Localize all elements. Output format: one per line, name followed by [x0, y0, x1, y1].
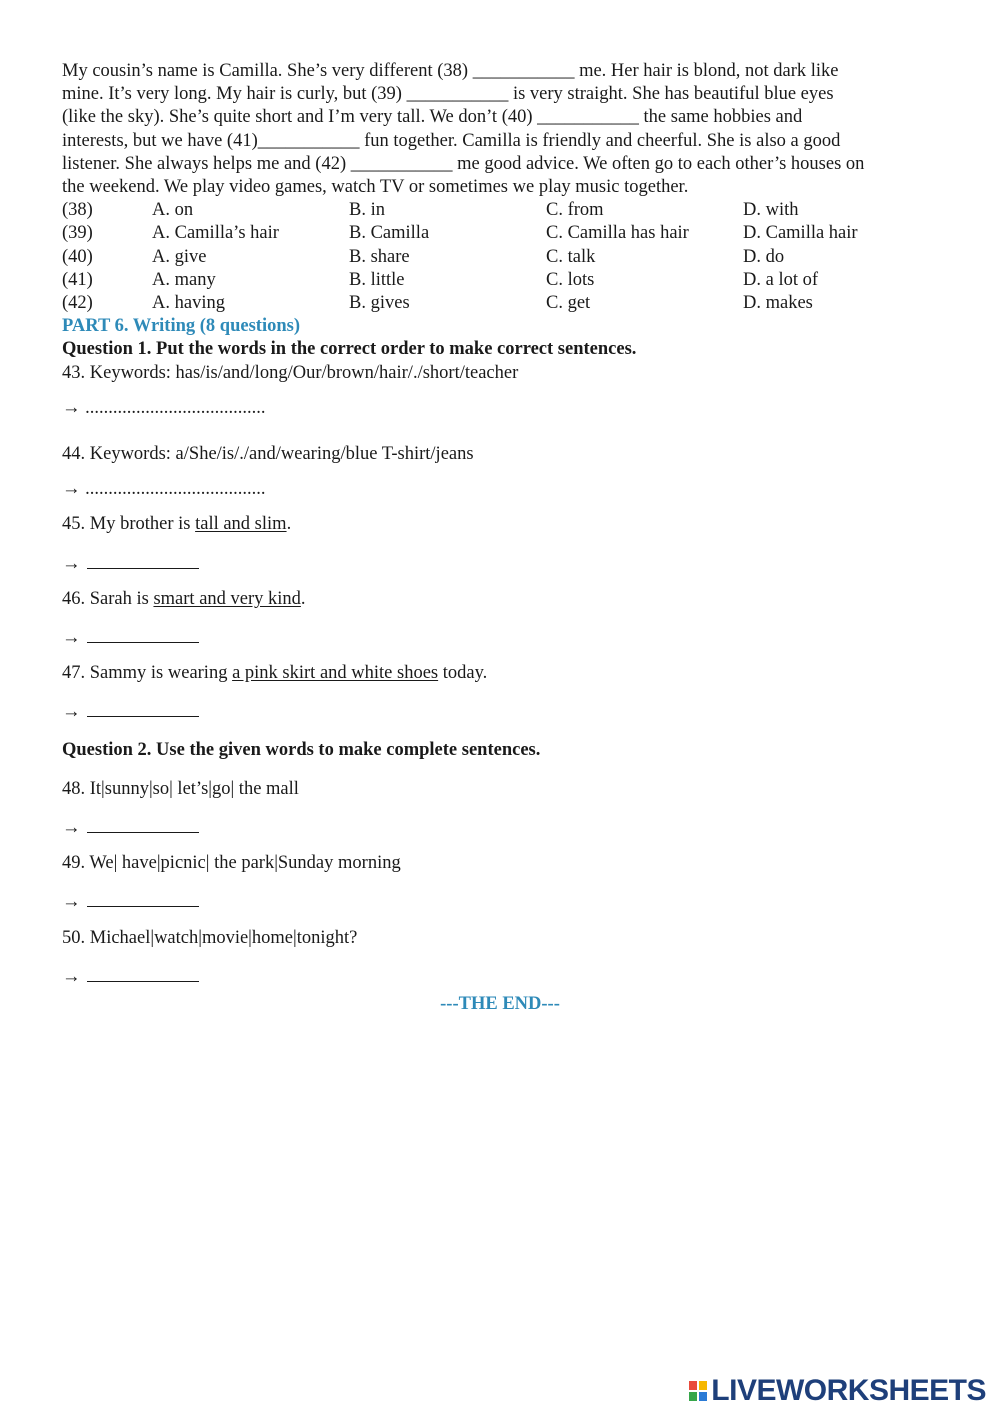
logo-square: [699, 1392, 707, 1401]
question-text: 47. Sammy is wearing: [62, 663, 233, 684]
answer-blank[interactable]: [87, 551, 199, 569]
option-b[interactable]: B. Camilla: [349, 223, 430, 244]
answer-49[interactable]: [62, 889, 942, 914]
option-c[interactable]: C. talk: [546, 246, 596, 267]
options-row: [62, 199, 940, 222]
answer-50[interactable]: [62, 964, 942, 989]
underlined-phrase: a pink skirt and white shoes: [232, 663, 439, 684]
arrow-icon: →: [62, 628, 81, 649]
options-row: [62, 292, 940, 315]
option-d[interactable]: D. with: [743, 200, 799, 221]
options-table: [62, 199, 940, 315]
question-text: .: [300, 588, 306, 609]
option-d[interactable]: D. do: [743, 246, 785, 267]
option-a[interactable]: A. many: [152, 269, 216, 290]
option-number: (42): [62, 293, 93, 314]
passage-line: the weekend. We play video games, watch TV or sometimes we play music together.: [62, 177, 689, 198]
arrow-icon: →: [62, 818, 81, 839]
options-row: [62, 269, 940, 292]
answer-47[interactable]: [62, 699, 942, 724]
reading-passage: [62, 60, 942, 199]
option-c[interactable]: C. from: [546, 200, 604, 221]
worksheet-page: [62, 60, 942, 989]
option-d[interactable]: D. makes: [743, 293, 813, 314]
passage-line: My cousin’s name is Camilla. She’s very different (38) ___________ me. Her hair is blond, not dark like: [62, 61, 839, 81]
option-a[interactable]: A. having: [152, 293, 225, 314]
question-45: [62, 513, 942, 536]
option-b[interactable]: B. gives: [349, 293, 410, 314]
answer-blank[interactable]: [87, 964, 199, 982]
answer-46[interactable]: [62, 625, 942, 650]
question-2-title: Question 2. Use the given words to make complete sentences.: [62, 739, 541, 760]
answer-blank[interactable]: [87, 815, 199, 833]
arrow-icon: →: [62, 553, 81, 574]
liveworksheets-mark-icon: [689, 1381, 707, 1401]
option-c[interactable]: C. Camilla has hair: [546, 223, 689, 244]
answer-43[interactable]: [62, 397, 942, 420]
answer-48[interactable]: [62, 815, 942, 840]
question-49: 49. We| have|picnic| the park|Sunday morning: [62, 853, 401, 874]
options-row: [62, 246, 940, 269]
passage-line: interests, but we have (41)___________ fun together. Camilla is friendly and cheerful. She is also a good: [62, 130, 841, 151]
option-number: (39): [62, 223, 93, 244]
underlined-phrase: tall and slim: [195, 514, 287, 535]
answer-45[interactable]: [62, 551, 942, 576]
logo-square: [699, 1381, 707, 1390]
answer-dots: .......................................: [85, 479, 266, 500]
answer-blank[interactable]: [87, 889, 199, 907]
options-row: [62, 222, 940, 245]
arrow-icon: →: [62, 702, 81, 723]
option-number: (41): [62, 269, 93, 290]
arrow-icon: →: [62, 479, 81, 500]
option-d[interactable]: D. a lot of: [743, 269, 819, 290]
question-43: 43. Keywords: has/is/and/long/Our/brown/hair/./short/teacher: [62, 362, 519, 383]
question-50: 50. Michael|watch|movie|home|tonight?: [62, 927, 358, 948]
option-b[interactable]: B. little: [349, 269, 405, 290]
passage-line: (like the sky). She’s quite short and I’m very tall. We don’t (40) ___________ the same hobbies and: [62, 107, 803, 128]
question-48: 48. It|sunny|so| let’s|go| the mall: [62, 778, 299, 799]
the-end-label: ---THE END---: [440, 994, 560, 1014]
option-d[interactable]: D. Camilla hair: [743, 223, 858, 244]
question-text: 46. Sarah is: [62, 588, 154, 609]
question-46: [62, 588, 942, 611]
question-text: today.: [438, 663, 488, 684]
answer-blank[interactable]: [87, 625, 199, 643]
passage-line: mine. It’s very long. My hair is curly, but (39) ___________ is very straight. She has beautiful blue eyes: [62, 84, 834, 105]
answer-blank[interactable]: [87, 699, 199, 717]
question-1-title: Question 1. Put the words in the correct order to make correct sentences.: [62, 339, 637, 360]
arrow-icon: →: [62, 966, 81, 987]
option-a[interactable]: A. give: [152, 246, 207, 267]
logo-square: [689, 1392, 697, 1401]
arrow-icon: →: [62, 397, 81, 418]
arrow-icon: →: [62, 892, 81, 913]
question-text: .: [286, 514, 292, 535]
answer-dots: .......................................: [85, 397, 266, 418]
option-b[interactable]: B. share: [349, 246, 410, 267]
option-a[interactable]: A. Camilla’s hair: [152, 223, 279, 244]
option-c[interactable]: C. lots: [546, 269, 595, 290]
logo-square: [689, 1381, 697, 1390]
logo-text: LIVEWORKSHEETS: [711, 1374, 986, 1407]
question-44: 44. Keywords: a/She/is/./and/wearing/blue T-shirt/jeans: [62, 444, 474, 465]
option-c[interactable]: C. get: [546, 293, 591, 314]
question-text: 45. My brother is: [62, 514, 196, 535]
option-number: (40): [62, 246, 93, 267]
passage-line: listener. She always helps me and (42) ___________ me good advice. We often go to each other’s houses on: [62, 153, 865, 174]
option-b[interactable]: B. in: [349, 200, 385, 221]
liveworksheets-logo[interactable]: [689, 1374, 986, 1408]
option-number: (38): [62, 200, 93, 221]
option-a[interactable]: A. on: [152, 200, 194, 221]
part-6-title: PART 6. Writing (8 questions): [62, 316, 300, 337]
question-47: [62, 662, 942, 685]
underlined-phrase: smart and very kind: [153, 588, 301, 609]
answer-44[interactable]: [62, 478, 942, 501]
